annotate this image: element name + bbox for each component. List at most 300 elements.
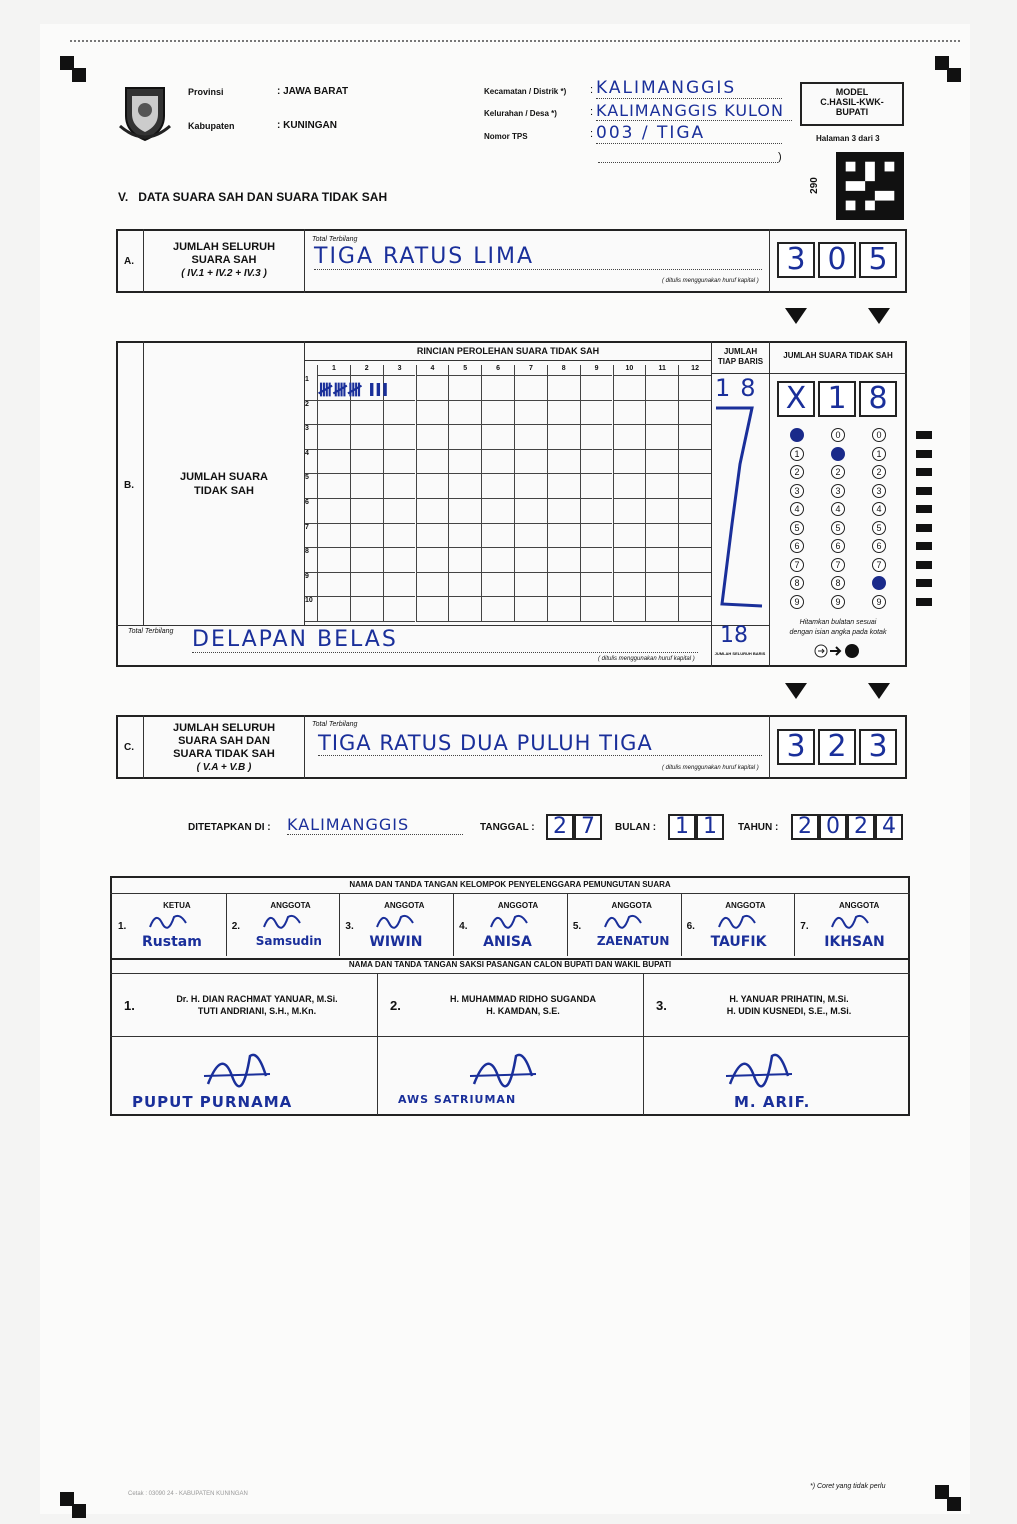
saksi-candidate-line2: H. KAMDAN, S.E. — [486, 1006, 560, 1016]
tally-cell[interactable] — [317, 548, 350, 573]
tally-row-number: 5 — [305, 474, 317, 499]
tally-cell[interactable] — [448, 425, 481, 450]
omr-bubble[interactable]: 8 — [872, 576, 886, 590]
section-b-hint: ( ditulis menggunakan huruf kapital ) — [598, 656, 695, 662]
tally-cell[interactable] — [383, 450, 416, 475]
extra-line-paren: ) — [778, 151, 782, 163]
section-b-digit-1: X — [777, 381, 815, 417]
jumlah-seluruh-baris-value: 18 — [720, 623, 748, 648]
tally-cell[interactable] — [613, 401, 646, 426]
tally-cell[interactable] — [416, 401, 449, 426]
tally-cell[interactable] — [580, 376, 613, 401]
omr-bubble[interactable]: 5 — [831, 521, 845, 535]
section-b-label-2: TIDAK SAH — [194, 485, 254, 497]
tally-cell[interactable] — [448, 548, 481, 573]
kpps-member-name: ANISA — [483, 934, 532, 950]
tally-cell[interactable] — [317, 524, 350, 549]
tally-cell[interactable] — [383, 548, 416, 573]
signature-scribble-icon — [148, 909, 188, 933]
saksi-div2 — [643, 973, 644, 1115]
omr-bubble[interactable]: 3 — [831, 484, 845, 498]
tally-row-number: 2 — [305, 401, 317, 426]
tally-cell[interactable] — [613, 450, 646, 475]
timing-mark — [916, 468, 932, 476]
jumlah-tiap-baris-2: TIAP BARIS — [717, 357, 764, 366]
jumlah-tiap-baris-label — [712, 347, 769, 367]
section-a-div2 — [304, 229, 305, 293]
section-c-hint: ( ditulis menggunakan huruf kapital ) — [662, 765, 759, 771]
tally-cell[interactable] — [481, 425, 514, 450]
arrow-down-icon — [868, 683, 890, 699]
kelurahan-value: KALIMANGGIS KULON — [596, 101, 792, 121]
kpps-divider — [794, 893, 795, 956]
tally-cell[interactable] — [448, 499, 481, 524]
saksi-number: 3. — [656, 998, 667, 1013]
tally-cell[interactable] — [416, 425, 449, 450]
tally-cell[interactable] — [580, 597, 613, 622]
omr-bubble[interactable]: 2 — [831, 465, 845, 479]
omr-bubble[interactable]: 6 — [831, 539, 845, 553]
tally-cell[interactable] — [645, 524, 678, 549]
saksi-candidate-line2: TUTI ANDRIANI, S.H., M.Kn. — [197, 1006, 317, 1016]
saksi-candidate-names — [408, 993, 638, 1017]
section-c-label-2: SUARA SAH DAN — [178, 735, 270, 747]
omr-bubble[interactable]: 2 — [872, 465, 886, 479]
omr-bubble[interactable]: 7 — [831, 558, 845, 572]
footer-left: Cetak : 03090 24 - KABUPATEN KUNINGAN — [128, 1491, 248, 1497]
provinsi-value: : JAWA BARAT — [277, 86, 349, 97]
omr-bubbles — [770, 420, 906, 620]
tanggal-label: TANGGAL : — [480, 822, 535, 833]
timing-mark — [916, 431, 932, 439]
tally-cell[interactable] — [547, 524, 580, 549]
tally-cell[interactable] — [514, 548, 547, 573]
corner-marker-bl2 — [72, 1504, 86, 1518]
section-c-div2 — [304, 715, 305, 779]
tally-cell[interactable] — [514, 401, 547, 426]
kabupaten-label: Kabupaten — [188, 121, 235, 131]
tally-cell[interactable] — [613, 573, 646, 598]
omr-bubble[interactable]: 4 — [872, 502, 886, 516]
tally-cell[interactable] — [481, 499, 514, 524]
section-c-terbilang-value: TIGA RATUS DUA PULUH TIGA — [318, 731, 762, 756]
tally-row-number: 8 — [305, 548, 317, 573]
tally-cell[interactable] — [514, 573, 547, 598]
kpps-title: NAMA DAN TANDA TANGAN KELOMPOK PENYELENGGARA PEMUNGUTAN SUARA — [349, 880, 671, 889]
omr-bubble[interactable]: 6 — [790, 539, 804, 553]
tally-cell[interactable] — [448, 524, 481, 549]
tally-cell[interactable] — [645, 597, 678, 622]
tally-cell[interactable] — [547, 376, 580, 401]
section-a-digit-1: 3 — [777, 242, 815, 278]
section-b-bottom-line — [116, 625, 769, 626]
tally-cell[interactable] — [416, 597, 449, 622]
tally-cell[interactable] — [416, 573, 449, 598]
kpps-divider — [226, 893, 227, 956]
tally-cell[interactable] — [383, 474, 416, 499]
tally-cell[interactable] — [481, 450, 514, 475]
tally-column-header: 2 — [350, 365, 383, 376]
tally-cell[interactable] — [350, 450, 383, 475]
tally-cell[interactable] — [678, 450, 711, 475]
saksi-title: NAMA DAN TANDA TANGAN SAKSI PASANGAN CALON BUPATI DAN WAKIL BUPATI — [348, 960, 672, 969]
omr-bubble[interactable]: 9 — [872, 595, 886, 609]
tally-row-number: 4 — [305, 450, 317, 475]
tally-cell[interactable] — [547, 401, 580, 426]
tally-cell[interactable] — [481, 597, 514, 622]
omr-bubble[interactable]: 2 — [790, 465, 804, 479]
jumlah-header-line — [769, 373, 907, 374]
tally-cell[interactable] — [350, 597, 383, 622]
jumlah-seluruh-baris-label: JUMLAH SELURUH BARIS — [714, 651, 766, 656]
tally-cell[interactable] — [613, 499, 646, 524]
kpps-title-line — [110, 893, 910, 894]
tally-column-header: 9 — [580, 365, 613, 376]
omr-bubble[interactable]: 1 — [790, 447, 804, 461]
omr-bubble[interactable]: 7 — [872, 558, 886, 572]
section-c-terbilang-label: Total Terbilang — [312, 721, 358, 728]
omr-bubble[interactable]: 4 — [790, 502, 804, 516]
kelurahan-colon: : — [590, 106, 594, 118]
tally-column-header: 4 — [416, 365, 449, 376]
tally-cell[interactable] — [613, 425, 646, 450]
tally-cell[interactable] — [678, 524, 711, 549]
tally-cell[interactable] — [547, 548, 580, 573]
bulan-digit-2: 1 — [696, 814, 724, 840]
tally-cell[interactable] — [416, 474, 449, 499]
section-c-label-3: SUARA TIDAK SAH — [173, 748, 275, 760]
kpps-member-name: IKHSAN — [824, 934, 885, 950]
tally-cell[interactable] — [547, 597, 580, 622]
tally-cell[interactable] — [547, 474, 580, 499]
section-b-letter: B. — [124, 480, 134, 491]
kpps-member-role: ANGGOTA — [611, 901, 652, 910]
tally-cell[interactable] — [481, 376, 514, 401]
omr-bubble[interactable]: 0 — [790, 428, 804, 442]
tally-cell[interactable] — [645, 573, 678, 598]
tally-cell[interactable] — [317, 573, 350, 598]
omr-bubble[interactable]: 8 — [790, 576, 804, 590]
section-title: V. DATA SUARA SAH DAN SUARA TIDAK SAH — [118, 190, 388, 204]
omr-bubble[interactable]: 5 — [872, 521, 886, 535]
tally-cell[interactable] — [416, 524, 449, 549]
saksi-candidate-line1: H. YANUAR PRIHATIN, M.Si. — [729, 994, 849, 1004]
tally-cell[interactable] — [678, 376, 711, 401]
signature-scribble-icon — [489, 909, 529, 933]
perforation-line — [70, 40, 960, 42]
timing-mark — [916, 505, 932, 513]
section-b-terbilang-label: Total Terbilang — [128, 628, 174, 635]
tahun-label: TAHUN : — [738, 822, 779, 833]
tally-column-header: 1 — [317, 365, 350, 376]
tally-cell[interactable] — [514, 597, 547, 622]
kecamatan-label: Kecamatan / Distrik *) — [484, 87, 567, 96]
tally-cell[interactable] — [547, 573, 580, 598]
tally-cell[interactable] — [580, 573, 613, 598]
extra-line — [598, 162, 778, 163]
tally-cell[interactable] — [448, 401, 481, 426]
tally-cell[interactable] — [514, 425, 547, 450]
kpps-member-name: ZAENATUN — [596, 934, 670, 948]
section-a-label-2: SUARA SAH — [191, 254, 257, 266]
tally-cell[interactable] — [678, 401, 711, 426]
omr-bubble[interactable]: 1 — [831, 447, 845, 461]
tally-cell[interactable] — [514, 474, 547, 499]
kpps-member-role: ANGGOTA — [270, 901, 311, 910]
tally-column-header: 5 — [448, 365, 481, 376]
section-a-hint: ( ditulis menggunakan huruf kapital ) — [662, 278, 759, 284]
tally-cell[interactable] — [547, 499, 580, 524]
tally-cell[interactable] — [678, 474, 711, 499]
tally-column-header: 11 — [645, 365, 678, 376]
omr-bubble[interactable]: 8 — [831, 576, 845, 590]
tally-cell[interactable] — [350, 573, 383, 598]
tally-cell[interactable] — [678, 597, 711, 622]
saksi-signer-name: PUPUT PURNAMA — [132, 1093, 293, 1111]
tally-row-number: 3 — [305, 425, 317, 450]
kpps-member-number: 6. — [686, 921, 695, 932]
omr-bubble[interactable]: 0 — [831, 428, 845, 442]
saksi-candidate-names — [674, 993, 904, 1017]
section-c-div3 — [769, 715, 770, 779]
tally-cell[interactable] — [350, 499, 383, 524]
tally-cell[interactable] — [547, 450, 580, 475]
tally-cell[interactable] — [416, 450, 449, 475]
omr-bubble[interactable]: 9 — [831, 595, 845, 609]
saksi-mid-line — [110, 1036, 910, 1037]
model-box — [800, 82, 904, 126]
tally-cell[interactable] — [613, 597, 646, 622]
corner-marker-tr2 — [947, 68, 961, 82]
tally-cell[interactable] — [481, 573, 514, 598]
section-c-div1 — [143, 715, 144, 779]
kpps-member-role: KETUA — [163, 901, 191, 910]
section-a-letter: A. — [124, 256, 134, 267]
tally-row-number: 10 — [305, 597, 317, 622]
tally-cell[interactable] — [448, 474, 481, 499]
tally-cell[interactable] — [416, 376, 449, 401]
tally-column-header: 12 — [678, 365, 711, 376]
tally-cell[interactable] — [580, 401, 613, 426]
tally-cell[interactable] — [645, 401, 678, 426]
kpps-member-name: TAUFIK — [710, 934, 767, 950]
kpps-member-name: Rustam — [142, 934, 202, 950]
saksi-signer-name: M. ARIF. — [734, 1093, 811, 1111]
tally-cell[interactable] — [416, 499, 449, 524]
kelurahan-label: Kelurahan / Desa *) — [484, 109, 557, 118]
omr-bubble[interactable]: 7 — [790, 558, 804, 572]
tally-cell[interactable] — [580, 425, 613, 450]
tally-cell[interactable] — [580, 499, 613, 524]
tally-cell[interactable] — [448, 597, 481, 622]
tally-cell[interactable] — [481, 524, 514, 549]
tally-cell[interactable] — [613, 548, 646, 573]
qr-code-number: 290 — [808, 177, 820, 194]
model-line3: BUPATI — [835, 107, 869, 117]
signature-scribble-icon — [468, 1046, 538, 1090]
section-b-div1 — [143, 341, 144, 625]
kecamatan-value: KALIMANGGIS — [596, 78, 782, 99]
tally-column-header: 7 — [514, 365, 547, 376]
signature-scribble-icon — [717, 909, 757, 933]
tally-cell[interactable] — [514, 524, 547, 549]
tally-cell[interactable] — [645, 376, 678, 401]
tally-row-number: 6 — [305, 499, 317, 524]
section-b-label — [146, 470, 302, 498]
tally-cell[interactable] — [645, 474, 678, 499]
timing-mark — [916, 487, 932, 495]
section-b-digit-2: 1 — [818, 381, 856, 417]
timing-mark — [916, 598, 932, 606]
tally-cell[interactable] — [416, 548, 449, 573]
tps-colon: : — [590, 128, 594, 140]
tahun-digit-1: 2 — [791, 814, 819, 840]
tally-cell[interactable] — [580, 450, 613, 475]
tally-cell[interactable] — [547, 425, 580, 450]
tanggal-digit-1: 2 — [546, 814, 574, 840]
tally-cell[interactable] — [317, 450, 350, 475]
omr-bubble[interactable]: 4 — [831, 502, 845, 516]
arrow-down-icon — [785, 308, 807, 324]
tps-value: 003 / TIGA — [596, 123, 782, 144]
tally-cell[interactable] — [678, 425, 711, 450]
kpps-member-number: 3. — [345, 921, 354, 932]
section-a-digit-3: 5 — [859, 242, 897, 278]
section-b-terbilang-value: DELAPAN BELAS — [192, 627, 698, 653]
tally-cell[interactable] — [350, 548, 383, 573]
tally-cell[interactable] — [383, 524, 416, 549]
tally-row-number: 9 — [305, 573, 317, 598]
tally-cell[interactable] — [481, 401, 514, 426]
tally-cell[interactable] — [613, 474, 646, 499]
saksi-candidate-line1: Dr. H. DIAN RACHMAT YANUAR, M.Si. — [176, 994, 338, 1004]
bubble-hint-1: Hitamkan bulatan sesuai — [799, 619, 877, 626]
tally-cell[interactable] — [383, 573, 416, 598]
tally-cell[interactable] — [678, 573, 711, 598]
saksi-number: 2. — [390, 998, 401, 1013]
tally-cell[interactable] — [317, 425, 350, 450]
tally-column-header: 3 — [383, 365, 416, 376]
tally-cell[interactable] — [678, 548, 711, 573]
arrow-down-icon — [868, 308, 890, 324]
section-a-terbilang-value: TIGA RATUS LIMA — [314, 244, 762, 270]
tally-cell[interactable] — [350, 474, 383, 499]
omr-bubble[interactable]: 3 — [790, 484, 804, 498]
corner-marker-tl2 — [72, 68, 86, 82]
tally-cell[interactable] — [580, 524, 613, 549]
section-a-label-3: ( IV.1 + IV.2 + IV.3 ) — [181, 268, 267, 279]
tally-cell[interactable] — [645, 450, 678, 475]
tally-cell[interactable] — [350, 524, 383, 549]
omr-bubble[interactable]: 3 — [872, 484, 886, 498]
tally-cell[interactable] — [383, 597, 416, 622]
tally-cell[interactable] — [448, 450, 481, 475]
rincian-title: RINCIAN PEROLEHAN SUARA TIDAK SAH — [416, 346, 600, 356]
signature-scribble-icon — [684, 1046, 834, 1090]
timing-mark — [916, 524, 932, 532]
bulan-digit-1: 1 — [668, 814, 696, 840]
tally-cell[interactable] — [350, 425, 383, 450]
timing-mark — [916, 542, 932, 550]
tally-row-number: 1 — [305, 376, 317, 401]
tally-cell[interactable] — [645, 499, 678, 524]
tally-cell[interactable] — [448, 376, 481, 401]
saksi-title-line — [110, 973, 910, 974]
omr-bubble[interactable]: 0 — [872, 428, 886, 442]
kpps-member-number: 2. — [231, 921, 241, 932]
tally-cell[interactable] — [383, 425, 416, 450]
tally-cell[interactable] — [317, 474, 350, 499]
section-a-div1 — [143, 229, 144, 293]
omr-bubble[interactable]: 6 — [872, 539, 886, 553]
ditetapkan-label: DITETAPKAN DI : — [188, 822, 271, 833]
tally-cell[interactable] — [481, 548, 514, 573]
tally-cell[interactable] — [481, 474, 514, 499]
regional-emblem-icon — [118, 82, 172, 144]
kpps-divider — [567, 893, 568, 956]
tally-cell[interactable] — [317, 597, 350, 622]
tally-cell[interactable] — [645, 425, 678, 450]
tally-cell[interactable] — [678, 499, 711, 524]
timing-mark — [916, 561, 932, 569]
tally-column-header: 8 — [547, 365, 580, 376]
kpps-member-role: ANGGOTA — [497, 901, 539, 910]
model-line2: C.HASIL-KWK- — [820, 97, 884, 107]
kpps-divider — [339, 893, 340, 956]
omr-bubble[interactable]: 5 — [790, 521, 804, 535]
kpps-member-name: WIWIN — [369, 934, 423, 950]
fill-example-icon — [814, 643, 862, 659]
section-b-digit-3: 8 — [859, 381, 897, 417]
section-c-letter: C. — [124, 742, 134, 753]
kecamatan-colon: : — [590, 84, 594, 96]
signature-scribble-icon — [603, 909, 643, 933]
saksi-candidate-line1: H. MUHAMMAD RIDHO SUGANDA — [450, 994, 596, 1004]
tally-cell[interactable] — [613, 524, 646, 549]
tahun-digit-4: 4 — [875, 814, 903, 840]
tally-row-number: 7 — [305, 524, 317, 549]
bubble-hint — [772, 618, 904, 638]
bubble-hint-2: dengan isian angka pada kotak — [789, 629, 887, 636]
tally-cell[interactable] — [645, 548, 678, 573]
model-line1: MODEL — [835, 87, 869, 97]
saksi-signer-name: AWS SATRIUMAN — [398, 1093, 517, 1106]
signature-scribble-icon — [202, 1046, 272, 1090]
jumlah-tiap-baris-1: JUMLAH — [723, 347, 758, 356]
tally-cell[interactable] — [514, 450, 547, 475]
tally-cell[interactable] — [514, 376, 547, 401]
signature-scribble-icon — [830, 909, 870, 933]
section-c-label-1: JUMLAH SELURUH — [172, 722, 276, 734]
tally-cell[interactable] — [383, 499, 416, 524]
omr-bubble[interactable]: 1 — [872, 447, 886, 461]
omr-bubble[interactable]: 9 — [790, 595, 804, 609]
tahun-digit-2: 0 — [819, 814, 847, 840]
signature-scribble-icon — [375, 909, 415, 933]
tally-cell[interactable] — [613, 376, 646, 401]
tally-cell[interactable] — [580, 474, 613, 499]
section-a-terbilang-label: Total Terbilang — [312, 236, 358, 243]
kpps-member-number: 5. — [572, 921, 582, 932]
tally-cell[interactable] — [317, 499, 350, 524]
tally-cell[interactable] — [580, 548, 613, 573]
tally-cell[interactable] — [448, 573, 481, 598]
ditetapkan-place: KALIMANGGIS — [287, 815, 463, 835]
total-bracket-icon — [712, 404, 768, 614]
tally-cell[interactable] — [514, 499, 547, 524]
bulan-label: BULAN : — [615, 822, 657, 833]
rincian-title-line — [305, 360, 711, 361]
